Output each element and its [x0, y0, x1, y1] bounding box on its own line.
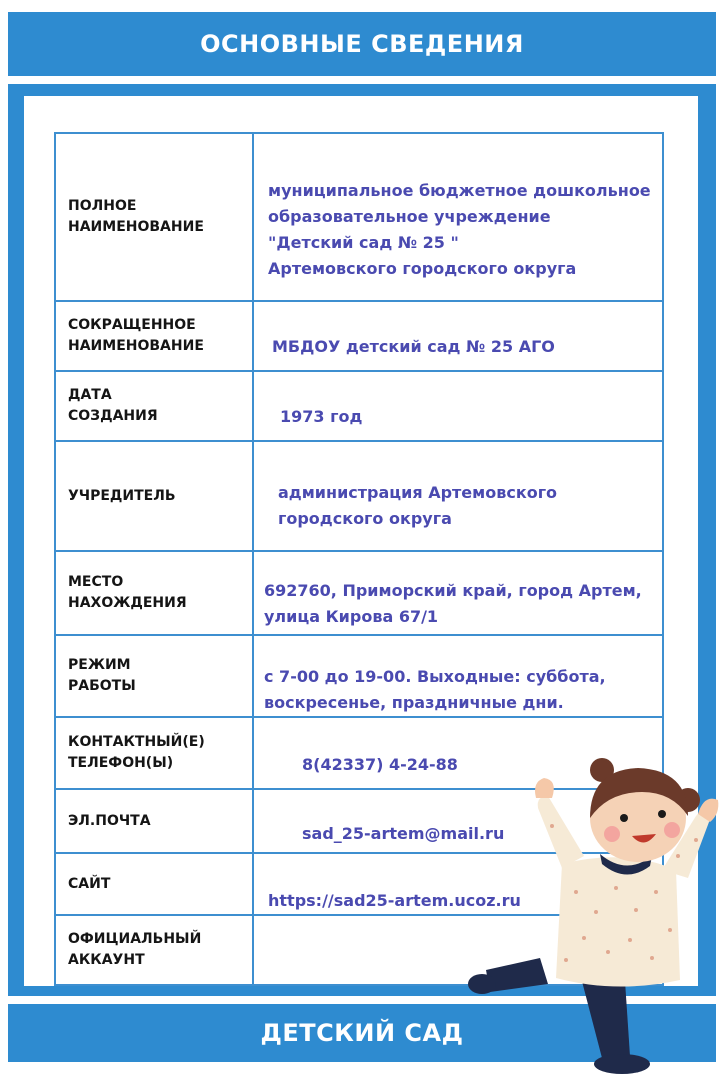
row-label: КОНТАКТНЫЙ(Е) ТЕЛЕФОН(Ы) [55, 717, 253, 789]
address-value: 692760, Приморский край, город Артем, улица Кирова 67/1 [264, 581, 642, 626]
row-label: ОФИЦИАЛЬНЫЙ АККАУНТ [55, 915, 253, 985]
row-value [253, 301, 663, 371]
row-value [253, 635, 663, 717]
table-row [55, 301, 663, 371]
table-row [55, 551, 663, 635]
girl-illustration-icon [466, 752, 724, 1080]
founder-value: администрация Артемовского городского округа [278, 483, 558, 528]
footer-title: ДЕТСКИЙ САД [260, 1019, 464, 1047]
table-row [55, 133, 663, 301]
row-value [253, 371, 663, 441]
header-banner [8, 12, 716, 76]
row-value [253, 441, 663, 551]
full-name-value: муниципальное бюджетное дошкольное образовательное учреждение "Детский сад № 25 " Артемовского городского округа [268, 181, 651, 278]
working-hours-value: с 7-00 до 19-00. Выходные: суббота, воскресенье, праздничные дни. [264, 667, 606, 712]
website-link[interactable]: https://sad25-artem.ucoz.ru [268, 891, 521, 910]
row-label: ЭЛ.ПОЧТА [55, 789, 253, 853]
phone-value[interactable]: 8(42337) 4-24-88 [302, 755, 458, 774]
row-label: МЕСТО НАХОЖДЕНИЯ [55, 551, 253, 635]
email-link[interactable]: sad_25-artem@mail.ru [302, 824, 505, 843]
table-row [55, 441, 663, 551]
row-label: ДАТА СОЗДАНИЯ [55, 371, 253, 441]
short-name-value: МБДОУ детский сад № 25 АГО [272, 337, 555, 356]
table-row [55, 371, 663, 441]
page-title: ОСНОВНЫЕ СВЕДЕНИЯ [200, 30, 524, 58]
row-label: САЙТ [55, 853, 253, 915]
table-row [55, 635, 663, 717]
row-value [253, 551, 663, 635]
row-label: СОКРАЩЕННОЕ НАИМЕНОВАНИЕ [55, 301, 253, 371]
row-value [253, 133, 663, 301]
row-label: РЕЖИМ РАБОТЫ [55, 635, 253, 717]
row-label: УЧРЕДИТЕЛЬ [55, 441, 253, 551]
row-label: ПОЛНОЕ НАИМЕНОВАНИЕ [55, 133, 253, 301]
founding-date-value: 1973 год [280, 407, 363, 426]
